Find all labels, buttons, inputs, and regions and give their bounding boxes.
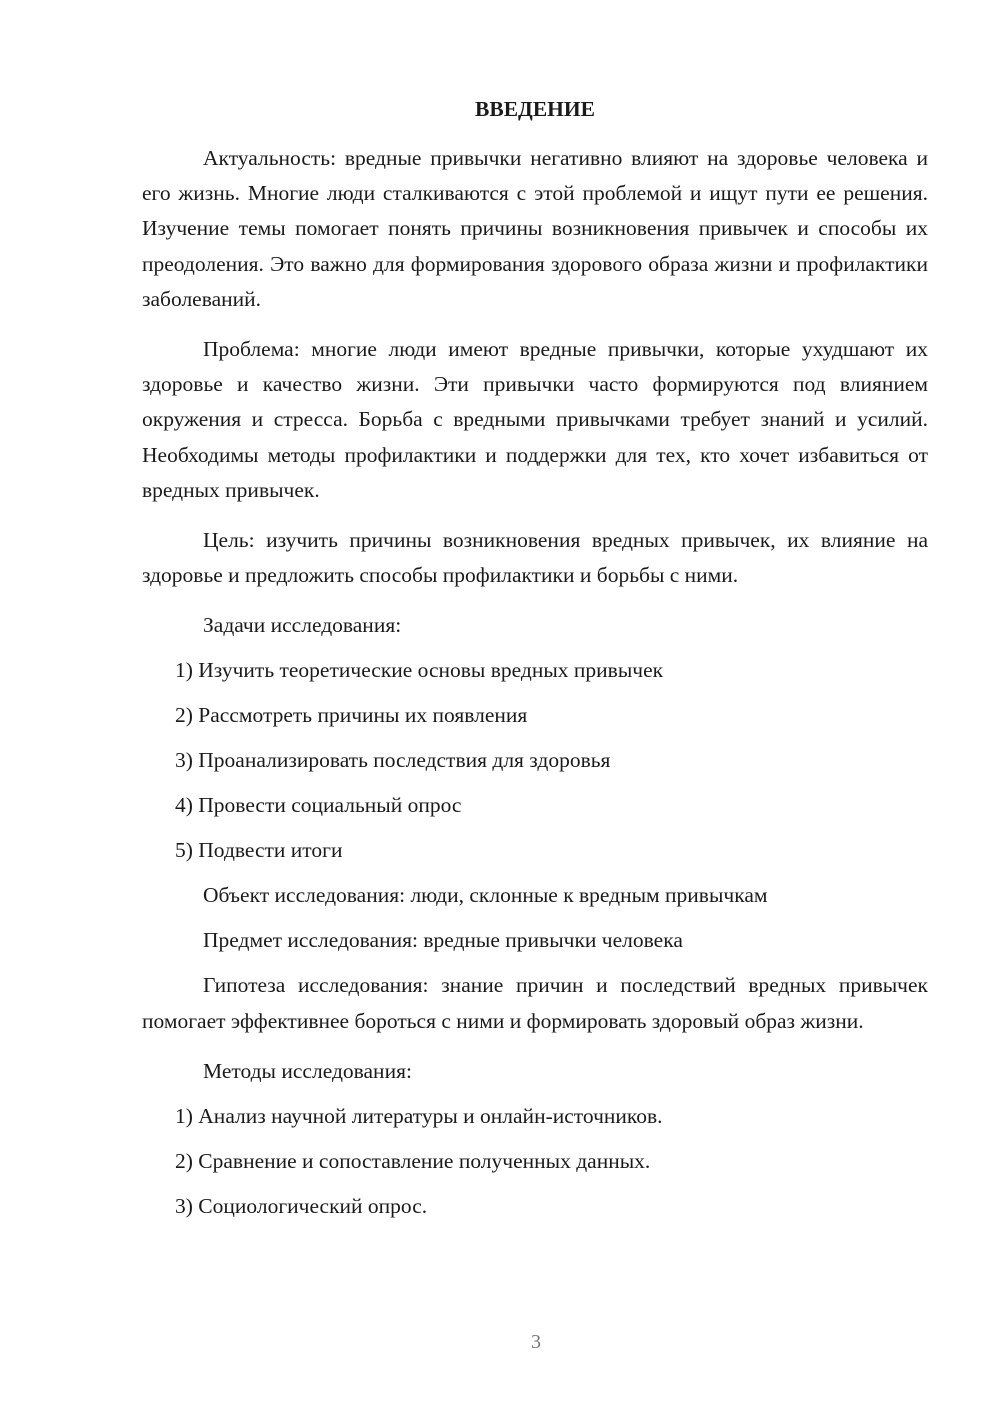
problem-paragraph: Проблема: многие люди имеют вредные привычки, которые ухудшают их здоровье и качество жизни. Эти привычки часто формируются под влиянием окружения и стресса. Борьба с вредными привычками требует знаний и усилий. Необходимы методы профилактики и поддержки для тех, кто хочет избавиться от вредных привычек. [142,337,928,502]
task-item: 4) Провести социальный опрос [175,793,462,818]
task-item: 3) Проанализировать последствия для здоровья [175,748,611,773]
goal-paragraph: Цель: изучить причины возникновения вредных привычек, их влияние на здоровье и предложить способы профилактики и борьбы с ними. [142,528,928,588]
research-object: Объект исследования: люди, склонные к вредным привычкам [203,883,768,908]
methods-label: Методы исследования: [203,1058,412,1083]
task-item: 5) Подвести итоги [175,838,343,863]
document-page [142,92,928,1234]
section-heading: ВВЕДЕНИЕ [475,97,595,121]
tasks-label: Задачи исследования: [203,613,402,638]
research-subject: Предмет исследования: вредные привычки человека [203,928,683,953]
method-item: 3) Социологический опрос. [175,1193,428,1218]
page-number: 3 [531,1331,541,1353]
method-item: 1) Анализ научной литературы и онлайн-источников. [175,1103,663,1128]
hypothesis-paragraph: Гипотеза исследования: знание причин и последствий вредных привычек помогает эффективнее бороться с ними и формировать здоровый образ жизни. [142,973,928,1033]
task-item: 2) Рассмотреть причины их появления [175,703,528,728]
task-item: 1) Изучить теоретические основы вредных привычек [175,658,664,683]
relevance-paragraph: Актуальность: вредные привычки негативно влияют на здоровье человека и его жизнь. Многие люди сталкиваются с этой проблемой и ищут пути ее решения. Изучение темы помогает понять причины возникновения привычек и способы их преодоления. Это важно для формирования здорового образа жизни и профилактики заболеваний. [142,146,928,311]
method-item: 2) Сравнение и сопоставление полученных данных. [175,1148,651,1173]
